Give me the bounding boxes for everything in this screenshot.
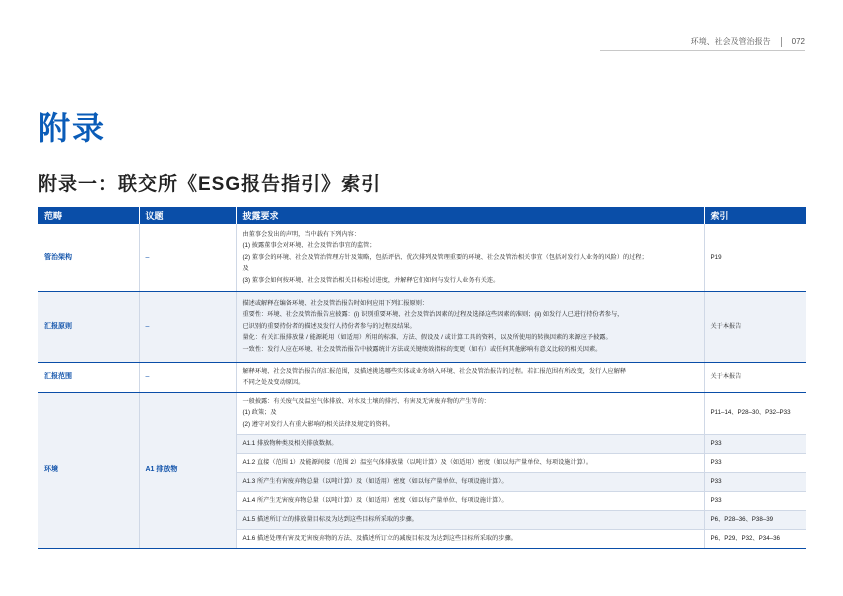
header-rule [600,50,805,51]
requirement-cell [236,392,704,434]
index-cell: P33 [704,472,806,491]
index-cell: 关于本报告 [704,362,806,392]
category-cell: 汇报原则 [38,291,139,362]
requirement-line: 不同之处及变动原因。 [242,379,305,386]
category-cell: 管治架构 [38,224,139,291]
table-row [38,392,806,434]
category-cell: 环境 [38,392,139,548]
topic-cell: – [139,224,236,291]
table-row [38,224,806,291]
index-cell: P33 [704,491,806,510]
header-section-title: 环境、社会及管治报告 [690,37,771,46]
requirement-cell [236,224,704,291]
page-title: 附录 [38,110,107,146]
page-header [691,36,805,47]
index-cell: P19 [704,224,806,291]
esg-index-table [38,207,806,549]
header-divider [781,37,782,47]
requirement-cell: A1.5 描述所订立的排放量目标及为达到这些目标所采取的步骤。 [236,510,704,529]
index-cell: 关于本报告 [704,291,806,362]
column-header: 范畴 [38,207,139,224]
requirement-line: 描述或解释在编备环境、社会及管治报告时如何应用下列汇报原则： [242,299,429,307]
requirement-cell: A1.3 所产生有害废弃物总量（以吨计算）及（如适用）密度（如以每产量单位、每项设施计算）。 [236,472,704,491]
topic-cell: – [139,362,236,392]
requirement-line: (2) 遵守对发行人有重大影响的相关法律及规定的资料。 [242,420,395,428]
index-cell: P6、P28–36、P38–39 [704,510,806,529]
table-row [38,362,806,392]
topic-cell: – [139,291,236,362]
requirement-line: 已识别的重要持份者的描述及发行人持份者参与的过程及结果。 [242,322,416,330]
column-header: 索引 [704,207,806,224]
requirement-cell: A1.1 排放物种类及相关排放数据。 [236,434,704,453]
requirement-line: (3) 董事会如何按环境、社会及管治相关目标检讨进度，并解释它们如何与发行人业务有关连。 [242,276,500,284]
index-cell: P6、P29、P32、P34–36 [704,529,806,548]
requirement-cell: A1.2 直接（范围 1）及能源间接（范围 2）温室气体排放量（以吨计算）及（如适用）密度（如以每产量单位、每项设施计算）。 [236,453,704,472]
requirement-line: 及 [242,265,249,272]
column-header: 披露要求 [236,207,704,224]
requirement-line: 一致性：发行人应在环境、社会及管治报告中披露统计方法或关键绩效指标的变更（如有）或任何其他影响有意义比较的相关因素。 [242,345,602,353]
requirement-cell: A1.6 描述处理有害及无害废弃物的方法、及描述所订立的减废目标及为达到这些目标所采取的步骤。 [236,529,704,548]
requirement-line: 一般披露：有关废气及温室气体排放、对水及土壤的排污、有害及无害废弃物的产生等的： [242,397,490,405]
table-row [38,291,806,362]
requirement-line: 重要性：环境、社会及管治报告应披露：(i) 识别重要环境、社会及管治因素的过程及选择这些因素的准则；(ii) 如发行人已进行持份者参与， [242,311,624,319]
requirement-cell [236,362,704,392]
requirement-line: 量化：有关汇报排放量 / 能源耗用（如适用）所用的标准、方法、假设及 / 或计算工具的资料，以及所使用的转换因素的来源应予披露。 [242,334,612,342]
requirement-line: (1) 政策；及 [242,409,277,417]
requirement-line: (1) 披露董事会对环境、社会及管治事宜的监管； [242,242,376,249]
requirement-cell: A1.4 所产生无害废弃物总量（以吨计算）及（如适用）密度（如以每产量单位、每项设施计算）。 [236,491,704,510]
topic-cell: A1 排放物 [139,392,236,548]
requirement-cell [236,291,704,362]
table-header-row [38,207,806,224]
page-number: 072 [791,37,805,46]
index-cell: P33 [704,453,806,472]
column-header: 议题 [139,207,236,224]
index-cell: P11–14、P28–30、P32–P33 [704,392,806,434]
category-cell: 汇报范围 [38,362,139,392]
index-cell: P33 [704,434,806,453]
requirement-line: 由董事会发出的声明，当中载有下列内容： [242,230,361,238]
page-subtitle: 附录一：联交所《ESG报告指引》索引 [38,174,382,195]
requirement-line: (2) 董事会的环境、社会及管治管理方针及策略，包括评估、优次排列及管理重要的环境、社会及管治相关事宜（包括对发行人业务的风险）的过程； [242,253,648,261]
requirement-line: 解释环境、社会及管治报告的汇报范围，及描述挑选哪些实体或业务纳入环境、社会及管治报告的过程。若汇报范围有所改变，发行人应解释 [242,367,627,375]
